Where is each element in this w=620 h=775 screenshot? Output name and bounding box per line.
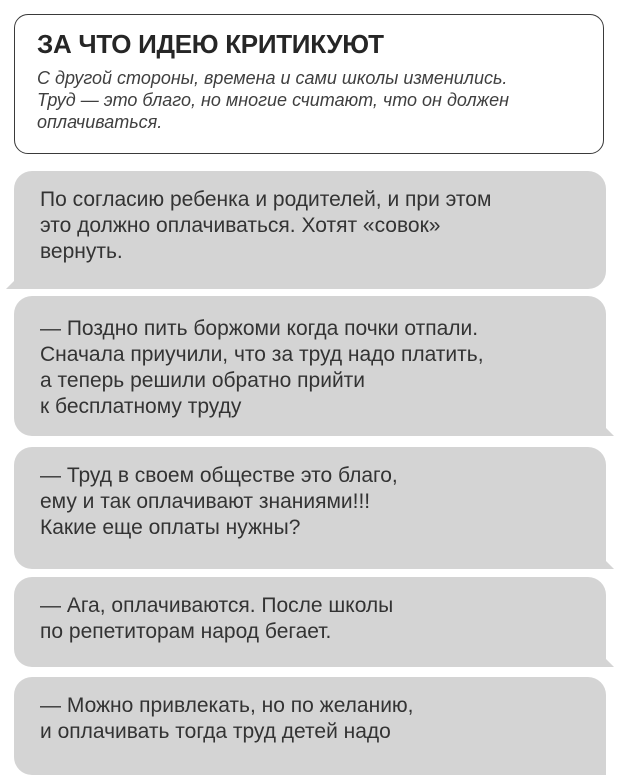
comment-text-5: — Можно привлекать, но по желанию, и оплачивать тогда труд детей надо (40, 694, 414, 743)
comment-text-1: По согласию ребенка и родителей, и при этом это должно оплачиваться. Хотят «совок» вернуть. (40, 188, 492, 263)
comment-bubble-1 (14, 171, 606, 289)
comment-text-3: — Труд в своем обществе это благо, ему и так оплачивают знаниями!!! Какие еще оплаты нужны? (40, 464, 398, 539)
comment-bubble-3 (14, 447, 606, 569)
header-box (14, 14, 604, 154)
comment-bubble-4 (14, 577, 606, 667)
comment-text-4: — Ага, оплачиваются. После школы по репетиторам народ бегает. (40, 594, 394, 643)
bubble-tail (600, 555, 614, 569)
bubble-tail (600, 422, 614, 436)
header-subtitle: С другой стороны, времена и сами школы изменились. Труд — это благо, но многие считают, что он должен оплачиваться. (37, 68, 509, 132)
comment-bubble-2 (14, 296, 606, 436)
comment-bubble-5 (14, 677, 606, 775)
header-title: ЗА ЧТО ИДЕЮ КРИТИКУЮТ (37, 29, 384, 59)
comment-text-2: — Поздно пить боржоми когда почки отпали. Сначала приучили, что за труд надо платить, а теперь решили обратно прийти к бесплатному труду (40, 317, 484, 418)
bubble-tail (600, 653, 614, 667)
bubble-tail (6, 275, 20, 289)
